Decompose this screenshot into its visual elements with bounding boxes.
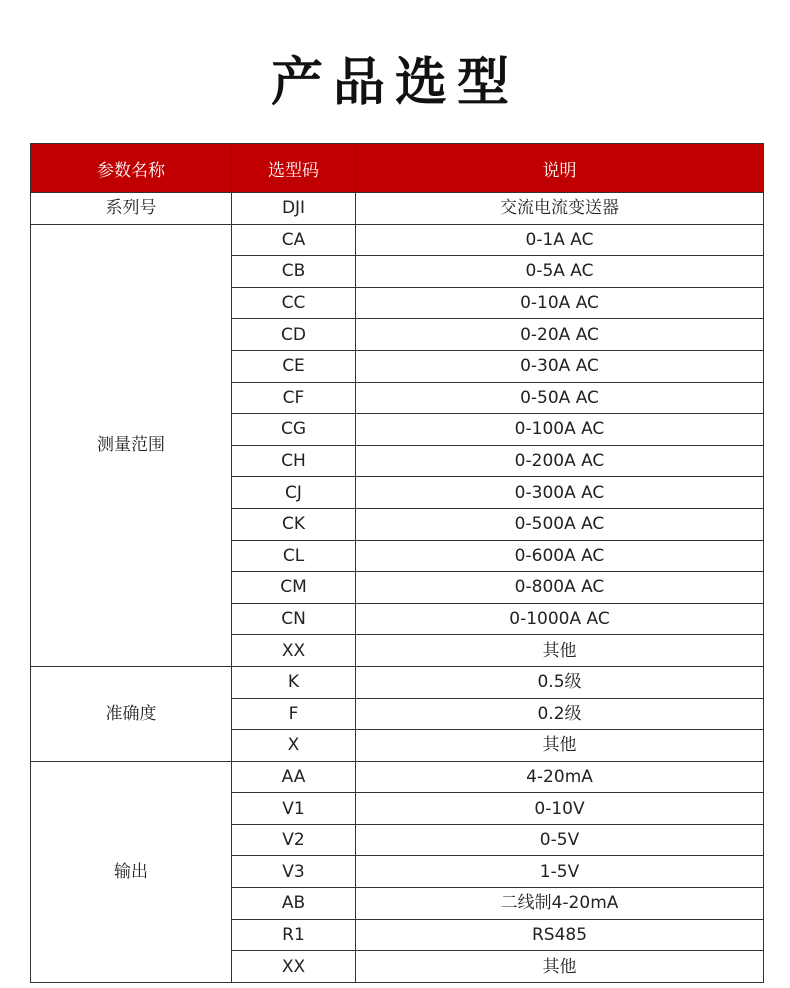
selection-code: V1 — [232, 793, 356, 825]
header-description: 说明 — [356, 144, 764, 193]
code-description: 0-600A AC — [356, 540, 764, 572]
selection-code: CK — [232, 508, 356, 540]
selection-code: XX — [232, 635, 356, 667]
page-title: 产品选型 — [270, 53, 519, 113]
selection-code: V2 — [232, 824, 356, 856]
code-description: 0-5V — [356, 824, 764, 856]
selection-code: DJI — [232, 193, 356, 225]
selection-code: CB — [232, 256, 356, 288]
code-description: 0-5A AC — [356, 256, 764, 288]
table-row — [31, 761, 764, 793]
code-description: 1-5V — [356, 856, 764, 888]
product-selection-table — [30, 143, 764, 983]
code-description: 0-30A AC — [356, 350, 764, 382]
selection-code: F — [232, 698, 356, 730]
code-description: 0-200A AC — [356, 445, 764, 477]
selection-code: CD — [232, 319, 356, 351]
code-description: 交流电流变送器 — [356, 193, 764, 225]
code-description: 0.5级 — [356, 666, 764, 698]
param-group-name: 准确度 — [31, 666, 232, 761]
selection-code: X — [232, 730, 356, 762]
selection-code: CM — [232, 572, 356, 604]
selection-code: XX — [232, 951, 356, 983]
selection-code: V3 — [232, 856, 356, 888]
code-description: 0-300A AC — [356, 477, 764, 509]
code-description: 0.2级 — [356, 698, 764, 730]
code-description: 0-1000A AC — [356, 603, 764, 635]
code-description: 0-10A AC — [356, 287, 764, 319]
code-description: 二线制4-20mA — [356, 888, 764, 920]
selection-code: K — [232, 666, 356, 698]
selection-code: CA — [232, 224, 356, 256]
code-description: 其他 — [356, 730, 764, 762]
selection-code: AA — [232, 761, 356, 793]
selection-code: CN — [232, 603, 356, 635]
code-description: 0-20A AC — [356, 319, 764, 351]
code-description: 0-50A AC — [356, 382, 764, 414]
selection-code: R1 — [232, 919, 356, 951]
selection-code: CE — [232, 350, 356, 382]
header-code: 选型码 — [232, 144, 356, 193]
code-description: 其他 — [356, 951, 764, 983]
header-param-name: 参数名称 — [31, 144, 232, 193]
table-row — [31, 666, 764, 698]
table-row — [31, 224, 764, 256]
selection-code: AB — [232, 888, 356, 920]
code-description: 0-500A AC — [356, 508, 764, 540]
table-header — [31, 144, 764, 193]
code-description: 0-100A AC — [356, 414, 764, 446]
selection-code: CG — [232, 414, 356, 446]
param-group-name: 测量范围 — [31, 224, 232, 666]
code-description: 4-20mA — [356, 761, 764, 793]
code-description: RS485 — [356, 919, 764, 951]
code-description: 0-800A AC — [356, 572, 764, 604]
table-body — [31, 193, 764, 983]
selection-code: CL — [232, 540, 356, 572]
code-description: 0-10V — [356, 793, 764, 825]
table-row — [31, 193, 764, 225]
param-group-name: 系列号 — [31, 193, 232, 225]
code-description: 其他 — [356, 635, 764, 667]
selection-code: CH — [232, 445, 356, 477]
selection-code: CJ — [232, 477, 356, 509]
code-description: 0-1A AC — [356, 224, 764, 256]
selection-code: CC — [232, 287, 356, 319]
selection-code: CF — [232, 382, 356, 414]
param-group-name: 输出 — [31, 761, 232, 982]
